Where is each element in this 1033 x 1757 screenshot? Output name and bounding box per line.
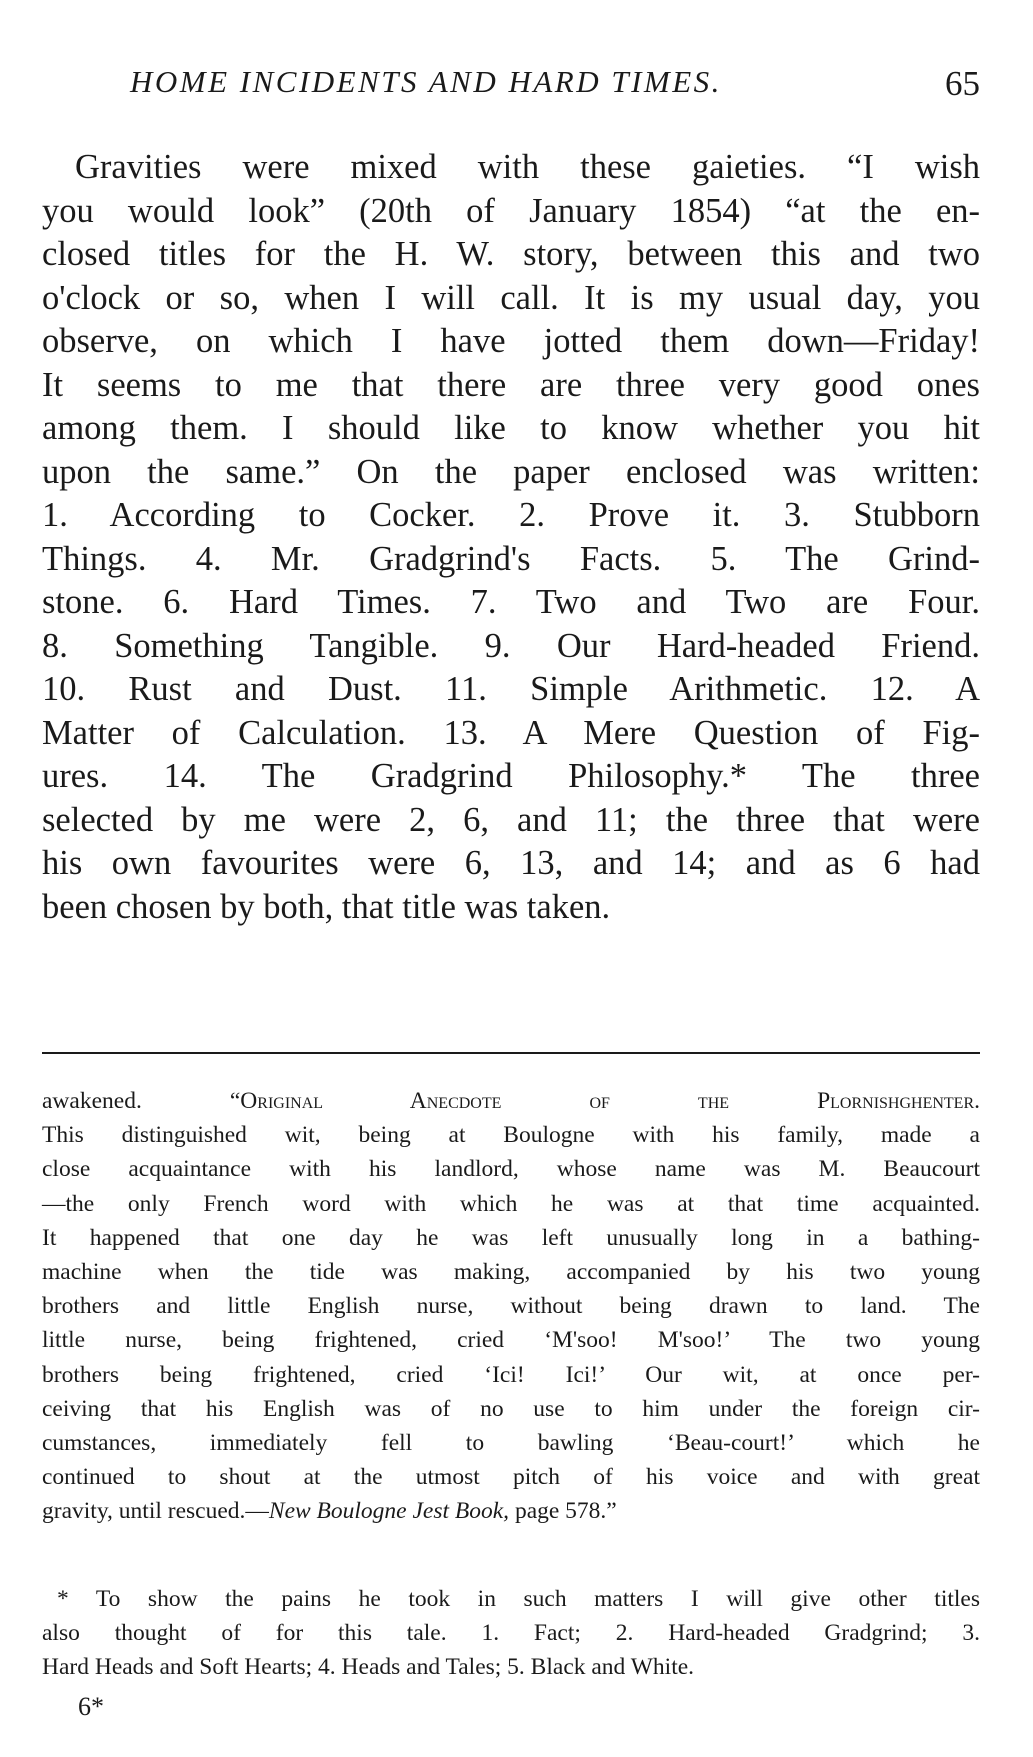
body-line: you would look” (20th of January 1854) “at the en-	[42, 191, 980, 230]
footnote-line: —the only French word with which he was at that time acquainted.	[42, 1190, 980, 1217]
running-head	[130, 62, 980, 112]
body-line: It seems to me that there are three very good ones	[42, 365, 980, 404]
body-line: 10. Rust and Dust. 11. Simple Arithmetic. 12. A	[42, 670, 980, 708]
body-line: his own favourites were 6, 13, and 14; and as 6 had	[42, 844, 980, 882]
body-line: Matter of Calculation. 13. A Mere Question of Fig-	[42, 713, 980, 752]
footnote-line: It happened that one day he was left unusually long in a bathing-	[42, 1224, 980, 1251]
titles-footnote	[42, 1582, 980, 1685]
page-number: 65	[945, 64, 980, 103]
footnote-line: Hard Heads and Soft Hearts; 4. Heads and Tales; 5. Black and White.	[42, 1654, 695, 1681]
footnote-line: brothers being frightened, cried ‘Ici! Ici!’ Our wit, at once per-	[42, 1361, 980, 1388]
body-line: stone. 6. Hard Times. 7. Two and Two are Four.	[42, 583, 980, 621]
footnote-lead-word: awakened.	[42, 1088, 142, 1114]
running-title: HOME INCIDENTS AND HARD TIMES.	[130, 64, 722, 99]
footnote-heading-line	[42, 1084, 980, 1118]
footnote-closing-suffix: page 578.”	[509, 1498, 617, 1525]
body-line: closed titles for the H. W. story, between this and two	[42, 235, 980, 273]
footnote-continuation	[42, 1084, 980, 1528]
body-line: observe, on which I have jotted them down—Friday!	[42, 322, 980, 360]
footnote-line: cumstances, immediately fell to bawling ‘Beau-court!’ which he	[42, 1429, 980, 1456]
footnote-line: machine when the tide was making, accompanied by his two young	[42, 1258, 980, 1285]
body-line: Gravities were mixed with these gaieties. “I wish	[75, 148, 980, 186]
body-line: been chosen by both, that title was taken.	[42, 887, 611, 926]
body-line: among them. I should like to know whether you hit	[42, 409, 980, 447]
body-line: o'clock or so, when I will call. It is my usual day, you	[42, 278, 980, 317]
footnote-closing-prefix: gravity, until rescued.—	[42, 1498, 269, 1525]
signature-mark: 6*	[78, 1692, 104, 1721]
body-line: 8. Something Tangible. 9. Our Hard-headed Friend.	[42, 626, 980, 665]
body-line: Things. 4. Mr. Gradgrind's Facts. 5. The Grind-	[42, 539, 980, 578]
body-line: ures. 14. The Gradgrind Philosophy.* The three	[42, 757, 980, 795]
footnote-line: This distinguished wit, being at Boulogne with his family, made a	[42, 1122, 980, 1149]
footnote-line: also thought of for this tale. 1. Fact; 2. Hard-headed Gradgrind; 3.	[42, 1620, 980, 1647]
footnote-source-title: New Boulogne Jest Book,	[268, 1498, 510, 1525]
body-line: 1. According to Cocker. 2. Prove it. 3. Stubborn	[42, 496, 980, 534]
body-line: selected by me were 2, 6, and 11; the three that were	[42, 800, 980, 839]
footnote-closing-line	[42, 1494, 980, 1528]
footnote-heading: “Original Anecdote of the Plornishghenter.	[229, 1088, 981, 1114]
footnote-line: ceiving that his English was of no use to him under the foreign cir-	[42, 1395, 980, 1422]
footnote-line: little nurse, being frightened, cried ‘M'soo! M'soo!’ The two young	[42, 1327, 980, 1354]
footnote-line: brothers and little English nurse, without being drawn to land. The	[42, 1293, 980, 1320]
body-line: upon the same.” On the paper enclosed was written:	[42, 452, 980, 491]
footnote-line: continued to shout at the utmost pitch of his voice and with great	[42, 1464, 980, 1491]
footnote-line: close acquaintance with his landlord, whose name was M. Beaucourt	[42, 1156, 980, 1183]
main-paragraph	[42, 146, 980, 929]
footnote-divider	[42, 1052, 980, 1054]
footnote-line: * To show the pains he took in such matters I will give other titles	[57, 1586, 980, 1612]
